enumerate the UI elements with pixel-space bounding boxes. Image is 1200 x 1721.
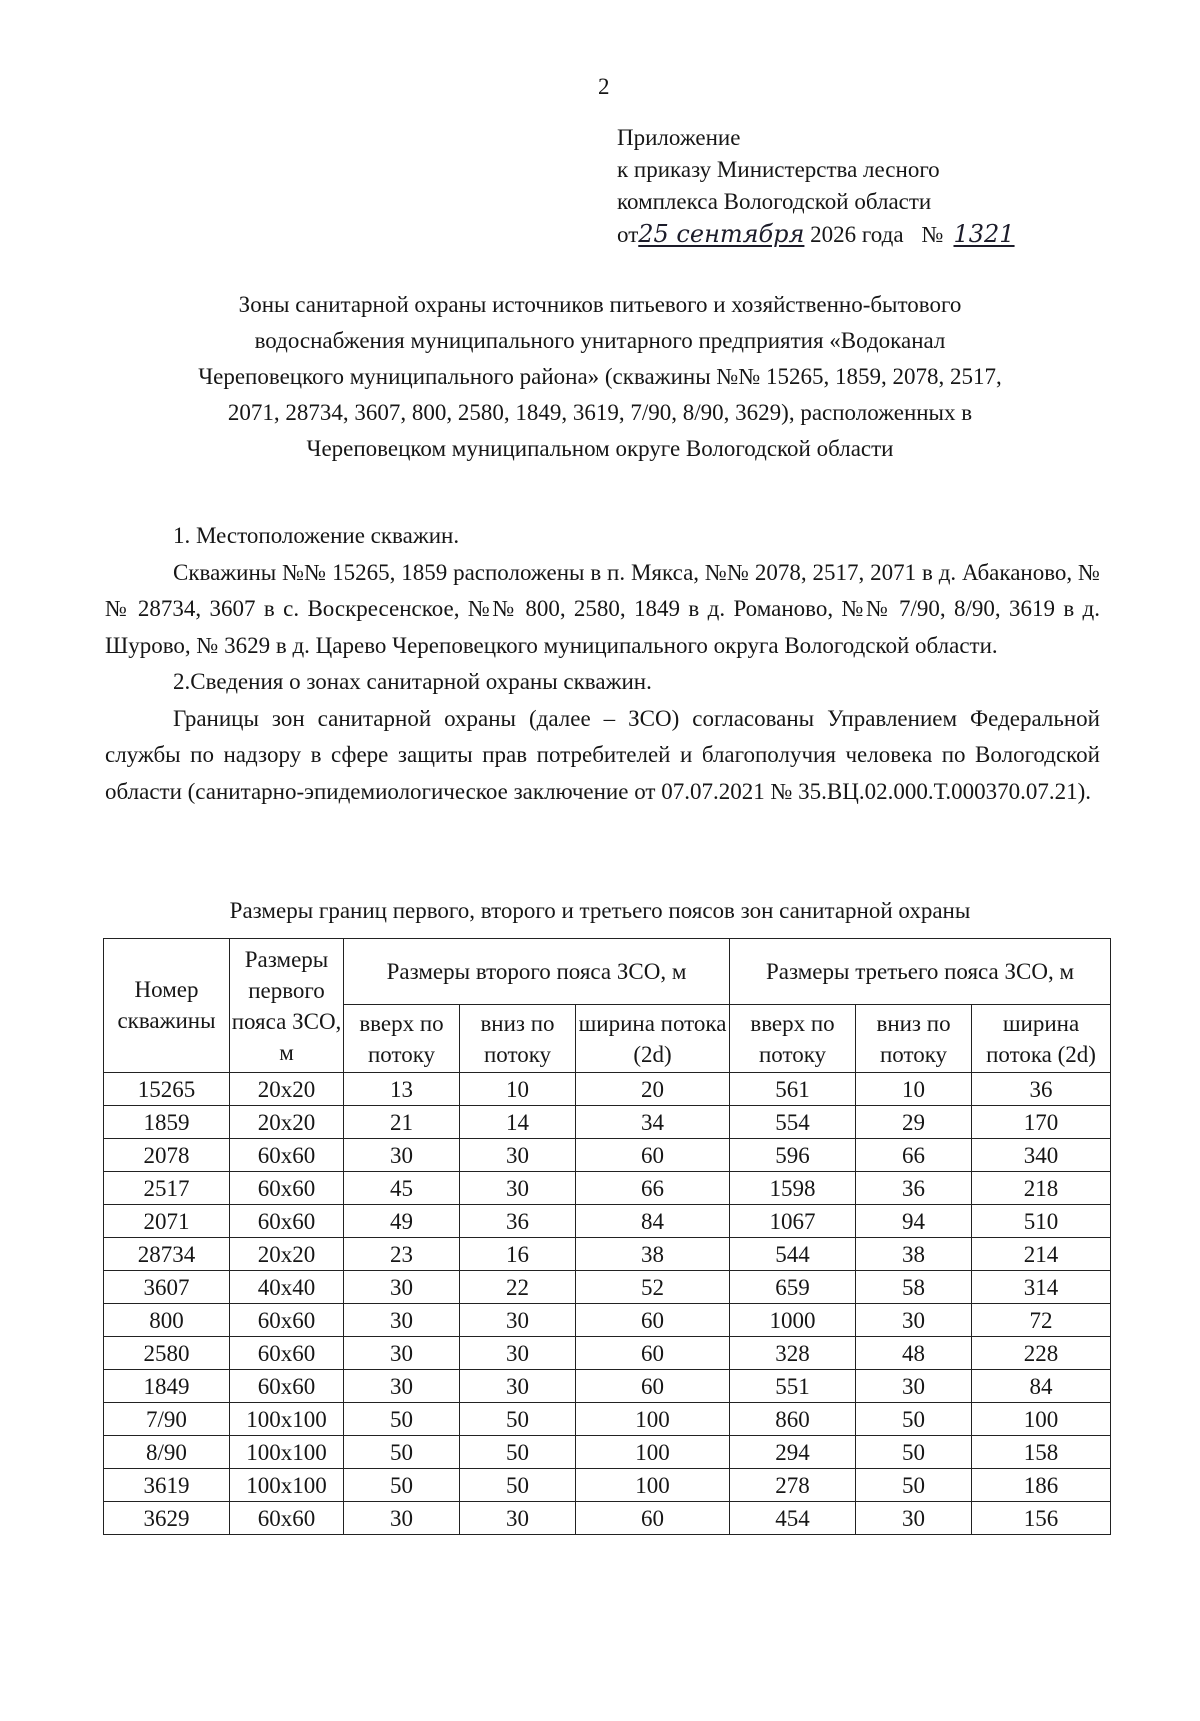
header-well-number: Номер скважины bbox=[104, 939, 230, 1073]
appendix-title: Приложение bbox=[617, 125, 741, 150]
header-upstream: вверх по потоку bbox=[730, 1005, 856, 1073]
table-cell: 30 bbox=[856, 1304, 972, 1337]
table-cell: 2071 bbox=[104, 1205, 230, 1238]
table-cell: 30 bbox=[344, 1139, 460, 1172]
title-line: Череповецкого муниципального района» (скважины №№ 15265, 1859, 2078, 2517, bbox=[198, 364, 1002, 389]
table-cell: 2517 bbox=[104, 1172, 230, 1205]
table-cell: 30 bbox=[856, 1502, 972, 1535]
table-cell: 52 bbox=[576, 1271, 730, 1304]
table-cell: 40х40 bbox=[230, 1271, 344, 1304]
title-line: 2071, 28734, 3607, 800, 2580, 1849, 3619, 7/90, 8/90, 3629), расположенных в bbox=[227, 400, 973, 425]
table-cell: 58 bbox=[856, 1271, 972, 1304]
table-cell: 100 bbox=[972, 1403, 1111, 1436]
handwritten-date: 25 сентября bbox=[638, 220, 805, 248]
header-width: ширина потока (2d) bbox=[576, 1005, 730, 1073]
table-cell: 50 bbox=[344, 1403, 460, 1436]
table-cell: 30 bbox=[460, 1337, 576, 1370]
paragraph-wells-location: Скважины №№ 15265, 1859 расположены в п. Мякса, №№ 2078, 2517, 2071 в д. Абаканово, №№ 28734, 3607 в с. Воскресенское, №№ 800, 2580, 1849 в д. Романово, №№ 7/90, 8/90, 3619 в д. Шурово, № 3629 в д. Царево Череповецкого муниципального округа Вологодской области. bbox=[105, 559, 1100, 658]
table-cell: 30 bbox=[344, 1502, 460, 1535]
table-cell: 94 bbox=[856, 1205, 972, 1238]
table-cell: 659 bbox=[730, 1271, 856, 1304]
table-cell: 20 bbox=[576, 1073, 730, 1106]
table-cell: 314 bbox=[972, 1271, 1111, 1304]
table-cell: 2580 bbox=[104, 1337, 230, 1370]
table-cell: 30 bbox=[344, 1304, 460, 1337]
table-cell: 50 bbox=[856, 1469, 972, 1502]
table-row bbox=[104, 1238, 1111, 1271]
header-width: ширина потока (2d) bbox=[972, 1005, 1111, 1073]
table-cell: 60х60 bbox=[230, 1502, 344, 1535]
table-row bbox=[104, 1502, 1111, 1535]
table-cell: 30 bbox=[460, 1172, 576, 1205]
table-cell: 30 bbox=[344, 1370, 460, 1403]
table-cell: 158 bbox=[972, 1436, 1111, 1469]
table-row bbox=[104, 1139, 1111, 1172]
header-third-belt: Размеры третьего пояса ЗСО, м bbox=[730, 939, 1111, 1005]
table-cell: 10 bbox=[856, 1073, 972, 1106]
table-cell: 36 bbox=[972, 1073, 1111, 1106]
table-cell: 60х60 bbox=[230, 1205, 344, 1238]
table-cell: 1067 bbox=[730, 1205, 856, 1238]
table-cell: 20х20 bbox=[230, 1238, 344, 1271]
table-cell: 49 bbox=[344, 1205, 460, 1238]
table-cell: 13 bbox=[344, 1073, 460, 1106]
handwritten-number: 1321 bbox=[953, 220, 1015, 248]
table-cell: 66 bbox=[856, 1139, 972, 1172]
table-cell: 100х100 bbox=[230, 1469, 344, 1502]
table-row bbox=[104, 1304, 1111, 1337]
table-row bbox=[104, 1370, 1111, 1403]
table-row bbox=[104, 1205, 1111, 1238]
table-cell: 60х60 bbox=[230, 1139, 344, 1172]
table-cell: 30 bbox=[460, 1139, 576, 1172]
table-cell: 1598 bbox=[730, 1172, 856, 1205]
table-row bbox=[104, 1337, 1111, 1370]
table-cell: 48 bbox=[856, 1337, 972, 1370]
table-cell: 50 bbox=[344, 1436, 460, 1469]
table-cell: 340 bbox=[972, 1139, 1111, 1172]
table-cell: 60 bbox=[576, 1502, 730, 1535]
table-cell: 3619 bbox=[104, 1469, 230, 1502]
table-cell: 860 bbox=[730, 1403, 856, 1436]
zones-table bbox=[103, 938, 1111, 1535]
title-line: Череповецком муниципальном округе Вологодской области bbox=[306, 436, 894, 461]
table-cell: 1849 bbox=[104, 1370, 230, 1403]
title-line: Зоны санитарной охраны источников питьевого и хозяйственно-бытового bbox=[238, 292, 962, 317]
table-cell: 100 bbox=[576, 1469, 730, 1502]
appendix-order-ref: к приказу Министерства лесного bbox=[617, 157, 940, 182]
table-cell: 30 bbox=[344, 1337, 460, 1370]
table-caption: Размеры границ первого, второго и третьего поясов зон санитарной охраны bbox=[229, 898, 971, 923]
table-cell: 328 bbox=[730, 1337, 856, 1370]
table-row bbox=[104, 1073, 1111, 1106]
table-cell: 596 bbox=[730, 1139, 856, 1172]
table-cell: 100 bbox=[576, 1436, 730, 1469]
table-cell: 544 bbox=[730, 1238, 856, 1271]
table-row bbox=[104, 1403, 1111, 1436]
table-cell: 20х20 bbox=[230, 1073, 344, 1106]
table-cell: 30 bbox=[460, 1304, 576, 1337]
table-cell: 1859 bbox=[104, 1106, 230, 1139]
paragraph-zones-approval: Границы зон санитарной охраны (далее – ЗСО) согласованы Управлением Федеральной службы по надзору в сфере защиты прав потребителей и благополучия человека по Вологодской области (санитарно-эпидемиологическое заключение от 07.07.2021 № 35.ВЦ.02.000.Т.000370.07.21). bbox=[105, 705, 1100, 804]
header-first-belt: Размеры первого пояса ЗСО, м bbox=[230, 939, 344, 1073]
table-cell: 36 bbox=[856, 1172, 972, 1205]
table-cell: 800 bbox=[104, 1304, 230, 1337]
table-cell: 16 bbox=[460, 1238, 576, 1271]
table-cell: 22 bbox=[460, 1271, 576, 1304]
table-cell: 28734 bbox=[104, 1238, 230, 1271]
table-cell: 554 bbox=[730, 1106, 856, 1139]
appendix-block bbox=[617, 122, 1015, 251]
date-suffix: 2026 года bbox=[810, 222, 904, 247]
table-cell: 50 bbox=[460, 1403, 576, 1436]
table-cell: 156 bbox=[972, 1502, 1111, 1535]
table-cell: 60х60 bbox=[230, 1304, 344, 1337]
table-cell: 100х100 bbox=[230, 1436, 344, 1469]
date-prefix: от bbox=[617, 222, 639, 247]
page-number: 2 bbox=[598, 74, 610, 99]
table-cell: 30 bbox=[460, 1370, 576, 1403]
table-cell: 66 bbox=[576, 1172, 730, 1205]
table-cell: 186 bbox=[972, 1469, 1111, 1502]
table-cell: 100х100 bbox=[230, 1403, 344, 1436]
table-cell: 30 bbox=[856, 1370, 972, 1403]
appendix-ministry: комплекса Вологодской области bbox=[617, 189, 932, 214]
table-body bbox=[104, 1073, 1111, 1535]
table-cell: 30 bbox=[460, 1502, 576, 1535]
table-cell: 10 bbox=[460, 1073, 576, 1106]
table-cell: 50 bbox=[856, 1403, 972, 1436]
table-cell: 8/90 bbox=[104, 1436, 230, 1469]
table-cell: 50 bbox=[460, 1436, 576, 1469]
header-downstream: вниз по потоку bbox=[856, 1005, 972, 1073]
table-cell: 278 bbox=[730, 1469, 856, 1502]
table-cell: 15265 bbox=[104, 1073, 230, 1106]
table-cell: 50 bbox=[344, 1469, 460, 1502]
table-cell: 561 bbox=[730, 1073, 856, 1106]
table-cell: 23 bbox=[344, 1238, 460, 1271]
table-cell: 3629 bbox=[104, 1502, 230, 1535]
table-cell: 60 bbox=[576, 1304, 730, 1337]
table-cell: 60х60 bbox=[230, 1172, 344, 1205]
title-line: водоснабжения муниципального унитарного предприятия «Водоканал bbox=[254, 328, 946, 353]
table-cell: 60х60 bbox=[230, 1370, 344, 1403]
section-heading-zones: 2.Сведения о зонах санитарной охраны скважин. bbox=[173, 669, 652, 694]
table-cell: 60 bbox=[576, 1337, 730, 1370]
table-cell: 21 bbox=[344, 1106, 460, 1139]
table-cell: 20х20 bbox=[230, 1106, 344, 1139]
table-cell: 228 bbox=[972, 1337, 1111, 1370]
table-cell: 60 bbox=[576, 1139, 730, 1172]
appendix-date-line bbox=[617, 218, 1015, 251]
table-row bbox=[104, 1271, 1111, 1304]
header-upstream: вверх по потоку bbox=[344, 1005, 460, 1073]
table-cell: 38 bbox=[576, 1238, 730, 1271]
table-cell: 45 bbox=[344, 1172, 460, 1205]
table-cell: 214 bbox=[972, 1238, 1111, 1271]
table-cell: 510 bbox=[972, 1205, 1111, 1238]
table-cell: 60 bbox=[576, 1370, 730, 1403]
table-cell: 50 bbox=[460, 1469, 576, 1502]
table-cell: 14 bbox=[460, 1106, 576, 1139]
table-cell: 170 bbox=[972, 1106, 1111, 1139]
table-cell: 84 bbox=[576, 1205, 730, 1238]
table-cell: 218 bbox=[972, 1172, 1111, 1205]
table-cell: 2078 bbox=[104, 1139, 230, 1172]
header-second-belt: Размеры второго пояса ЗСО, м bbox=[344, 939, 730, 1005]
table-row bbox=[104, 1106, 1111, 1139]
table-row bbox=[104, 1172, 1111, 1205]
table-cell: 7/90 bbox=[104, 1403, 230, 1436]
header-downstream: вниз по потоку bbox=[460, 1005, 576, 1073]
section-heading-location: 1. Местоположение скважин. bbox=[173, 523, 460, 548]
table-cell: 50 bbox=[856, 1436, 972, 1469]
table-row bbox=[104, 1436, 1111, 1469]
table-row bbox=[104, 1469, 1111, 1502]
table-cell: 3607 bbox=[104, 1271, 230, 1304]
table-cell: 72 bbox=[972, 1304, 1111, 1337]
table-cell: 100 bbox=[576, 1403, 730, 1436]
table-cell: 454 bbox=[730, 1502, 856, 1535]
table-cell: 34 bbox=[576, 1106, 730, 1139]
table-cell: 29 bbox=[856, 1106, 972, 1139]
table-cell: 294 bbox=[730, 1436, 856, 1469]
table-cell: 1000 bbox=[730, 1304, 856, 1337]
table-cell: 84 bbox=[972, 1370, 1111, 1403]
table-cell: 30 bbox=[344, 1271, 460, 1304]
table-cell: 36 bbox=[460, 1205, 576, 1238]
table-cell: 60х60 bbox=[230, 1337, 344, 1370]
document-title bbox=[100, 287, 1100, 467]
table-cell: 38 bbox=[856, 1238, 972, 1271]
number-label: № bbox=[921, 222, 944, 247]
table-cell: 551 bbox=[730, 1370, 856, 1403]
document-body bbox=[105, 518, 1100, 810]
